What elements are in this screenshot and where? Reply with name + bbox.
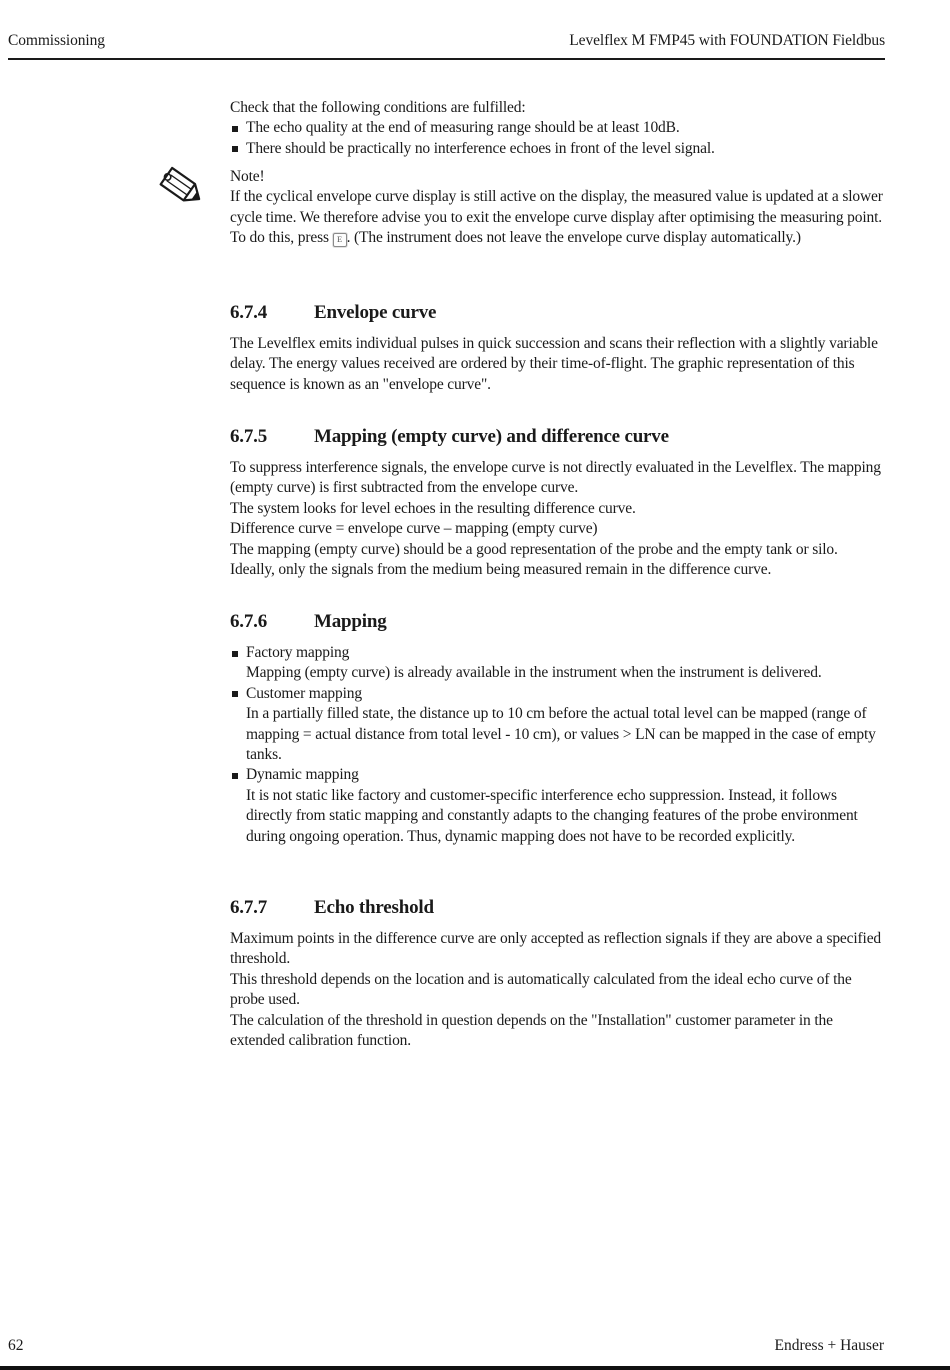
section-heading — [230, 300, 886, 326]
list-item — [230, 684, 886, 766]
bullet-square-icon — [232, 691, 238, 697]
note-body-text: If the cyclical envelope curve display is still active on the display, the measured value is updated at a slower cycle time. We therefore advise you to exit the envelope curve display after optimising the measuring point. To do this, press — [230, 188, 883, 247]
e-key-icon: E — [333, 233, 347, 247]
section-heading — [230, 895, 886, 921]
section-title: Envelope curve — [314, 302, 437, 323]
section-title: Echo threshold — [314, 897, 434, 918]
intro-block — [230, 98, 886, 159]
note-body-text: . (The instrument does not leave the envelope curve display automatically.) — [346, 229, 801, 247]
section-number: 6.7.4 — [230, 302, 268, 323]
list-item — [230, 765, 886, 847]
bullet-label: Factory mapping — [246, 644, 350, 661]
paragraph: The mapping (empty curve) should be a good representation of the probe and the empty tank or silo. Ideally, only the signals from the medium being measured remain in the difference curve. — [230, 540, 838, 579]
paragraph: The Levelflex emits individual pulses in quick succession and scans their reflection with a slightly variable delay. The energy values received are ordered by their time-of-flight. The graphic representation of this sequence is known as an "envelope curve". — [230, 335, 878, 393]
bullet-text: In a partially filled state, the distance up to 10 cm before the actual total level can be mapped (range of mapping = actual distance from total level - 10 cm), or values > LN can be mapped in the case of empty tanks. — [246, 705, 876, 764]
pencil-note-icon — [153, 161, 213, 217]
note-title: Note! — [230, 168, 265, 185]
intro-bullet-text: The echo quality at the end of measuring range should be at least 10dB. — [246, 119, 680, 137]
header-document-title: Levelflex M FMP45 with FOUNDATION Fieldbus — [569, 32, 885, 49]
paragraph: The calculation of the threshold in question depends on the "Installation" customer parameter in the extended calibration function. — [230, 1011, 833, 1050]
bullet-square-icon — [232, 146, 238, 152]
section-title: Mapping (empty curve) and difference curve — [314, 426, 669, 447]
bullet-square-icon — [232, 773, 238, 779]
section-title: Mapping — [314, 611, 387, 632]
header-rule — [8, 58, 885, 60]
page-number: 62 — [8, 1337, 24, 1354]
section-number: 6.7.7 — [230, 897, 268, 918]
note-block — [230, 167, 886, 249]
intro-lead: Check that the following conditions are fulfilled: — [230, 99, 526, 116]
list-item — [230, 643, 886, 684]
footer-rule — [0, 1366, 950, 1370]
bullet-label: Dynamic mapping — [246, 766, 359, 784]
list-item — [230, 139, 886, 159]
section-mapping-difference-curve — [230, 424, 886, 580]
section-mapping — [230, 609, 886, 847]
section-envelope-curve — [230, 300, 886, 395]
bullet-square-icon — [232, 126, 238, 132]
note-body — [230, 187, 886, 248]
bullet-square-icon — [232, 651, 238, 657]
paragraph: To suppress interference signals, the envelope curve is not directly evaluated in the Levelflex. The mapping (empty curve) is first subtracted from the envelope curve. — [230, 459, 881, 497]
section-echo-threshold — [230, 895, 886, 1051]
section-heading — [230, 424, 886, 450]
list-item — [230, 118, 886, 138]
paragraph: Maximum points in the difference curve are only accepted as reflection signals if they are above a specified threshold. — [230, 930, 882, 968]
bullet-text: It is not static like factory and customer-specific interference echo suppression. Instead, it follows directly from static mapping and constantly adapts to the changing features of the probe environment during ongoing operation. Thus, dynamic mapping does not have to be recorded explicitly. — [246, 786, 858, 845]
page-header — [8, 31, 885, 51]
paragraph: This threshold depends on the location and is automatically calculated from the ideal echo curve of the probe used. — [230, 970, 852, 1009]
paragraph: The system looks for level echoes in the resulting difference curve. — [230, 499, 636, 517]
section-heading — [230, 609, 886, 635]
section-number: 6.7.6 — [230, 611, 268, 632]
bullet-text: Mapping (empty curve) is already available in the instrument when the instrument is delivered. — [246, 664, 822, 682]
footer-company: Endress + Hauser — [774, 1337, 884, 1354]
intro-bullet-text: There should be practically no interference echoes in front of the level signal. — [246, 139, 715, 157]
header-section-title: Commissioning — [8, 32, 105, 49]
bullet-label: Customer mapping — [246, 684, 362, 702]
section-number: 6.7.5 — [230, 426, 268, 447]
paragraph: Difference curve = envelope curve – mapping (empty curve) — [230, 520, 598, 538]
